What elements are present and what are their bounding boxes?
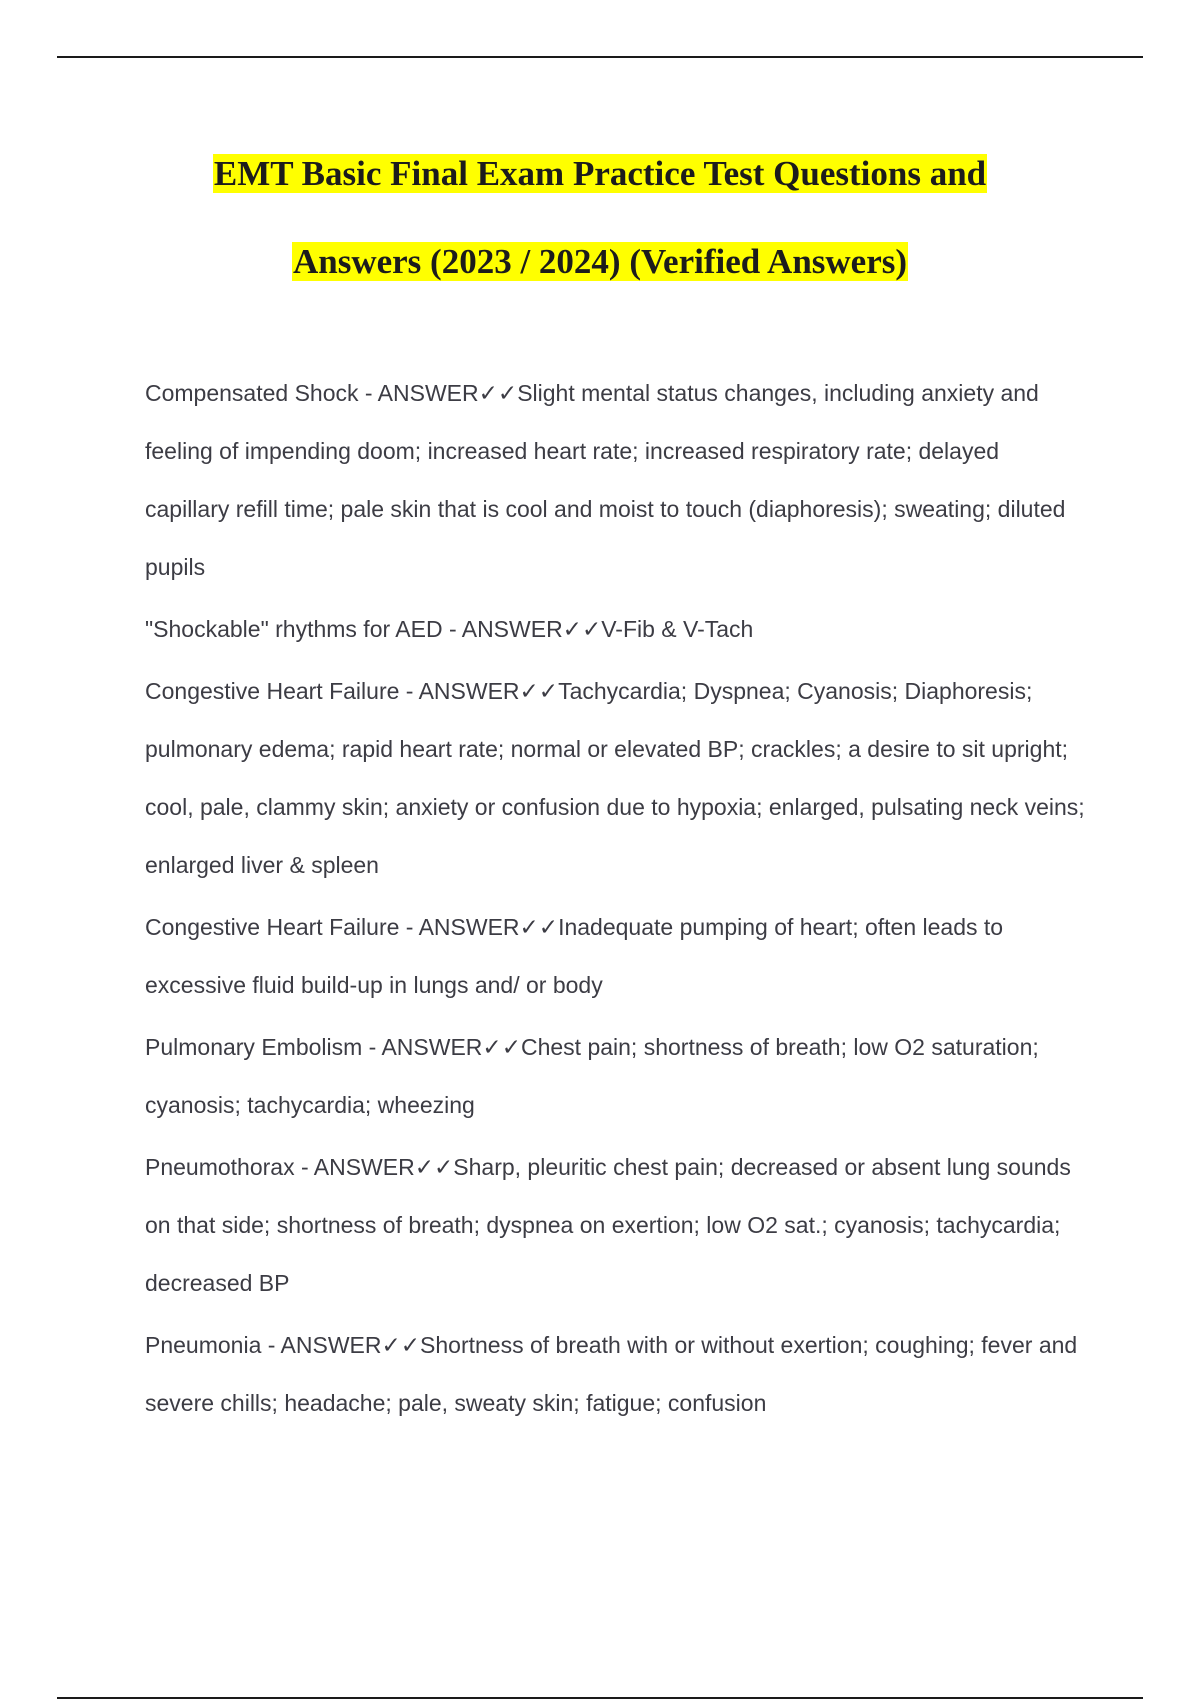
entry-answer: V-Fib & V-Tach <box>601 616 754 642</box>
answer-marker: - ANSWER✓✓ <box>294 1154 454 1180</box>
entry-answer: Sharp, pleuritic chest pain; decreased or absent lung sounds on that side; shortness of breath; dyspnea on exertion; low O2 sat.; cyanosis; tachycardia; decreased BP <box>145 1154 1071 1296</box>
qa-entry <box>145 1018 1085 1134</box>
answer-marker: - ANSWER✓✓ <box>362 1034 521 1060</box>
entry-term: Pulmonary Embolism <box>145 1034 363 1060</box>
entry-answer: Chest pain; shortness of breath; low O2 saturation; cyanosis; tachycardia; wheezing <box>145 1034 1039 1118</box>
entry-term: Compensated Shock <box>145 380 359 406</box>
title-line-1 <box>0 130 1200 218</box>
qa-entry <box>145 600 1085 658</box>
entry-term: Congestive Heart Failure <box>145 678 400 704</box>
answer-marker: - ANSWER✓✓ <box>261 1332 421 1358</box>
entry-answer: Tachycardia; Dyspnea; Cyanosis; Diaphoresis; pulmonary edema; rapid heart rate; normal or elevated BP; crackles; a desire to sit upright; cool, pale, clammy skin; anxiety or confusion due to hypoxia; enlarged, pulsating neck veins; enlarged liver & spleen <box>145 678 1085 878</box>
answer-marker: - ANSWER✓✓ <box>358 380 518 406</box>
page-title <box>0 130 1200 306</box>
entry-term: Pneumothorax <box>145 1154 295 1180</box>
title-highlight-2: Answers (2023 / 2024) (Verified Answers) <box>292 242 908 281</box>
top-rule <box>57 56 1143 58</box>
entry-answer: Shortness of breath with or without exertion; coughing; fever and severe chills; headache; pale, sweaty skin; fatigue; confusion <box>145 1332 1078 1416</box>
entry-answer: Slight mental status changes, including anxiety and feeling of impending doom; increased heart rate; increased respiratory rate; delayed capillary refill time; pale skin that is cool and moist to touch (diaphoresis); sweating; diluted pupils <box>145 380 1066 580</box>
qa-entry <box>145 662 1085 894</box>
title-highlight-1: EMT Basic Final Exam Practice Test Questions and <box>213 154 987 193</box>
entry-answer: Inadequate pumping of heart; often leads to excessive fluid build-up in lungs and/ or body <box>145 914 1004 998</box>
answer-marker: - ANSWER✓✓ <box>399 914 559 940</box>
qa-entry <box>145 898 1085 1014</box>
entry-term: "Shockable" rhythms for AED <box>145 616 443 642</box>
qa-entry <box>145 1316 1085 1432</box>
bottom-rule <box>57 1697 1143 1699</box>
entry-term: Congestive Heart Failure <box>145 914 400 940</box>
answer-marker: - ANSWER✓✓ <box>399 678 559 704</box>
title-line-2 <box>0 218 1200 306</box>
answer-marker: - ANSWER✓✓ <box>442 616 602 642</box>
qa-entry <box>145 364 1085 596</box>
qa-entry <box>145 1138 1085 1312</box>
qa-list <box>145 364 1085 1436</box>
entry-term: Pneumonia <box>145 1332 262 1358</box>
